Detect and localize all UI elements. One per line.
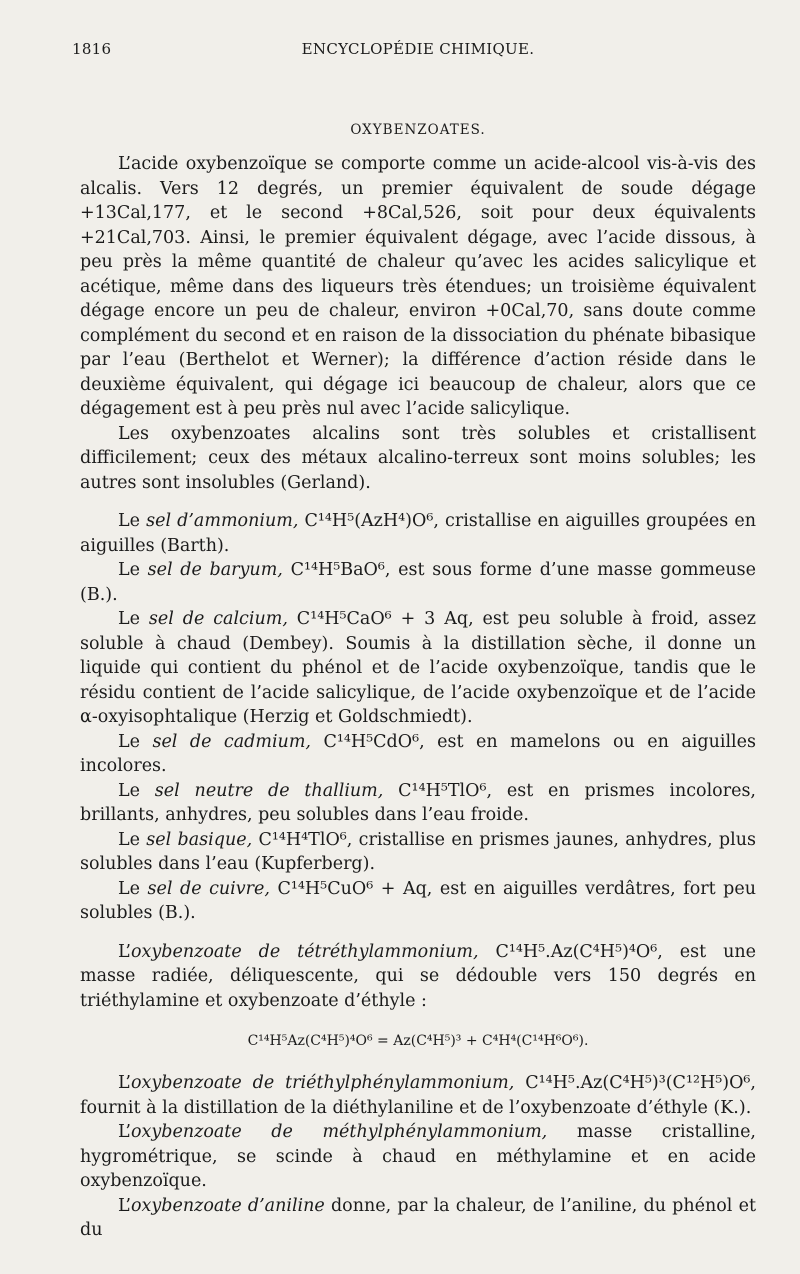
running-title: ENCYCLOPÉDIE CHIMIQUE. [301,40,535,58]
running-header [72,40,756,70]
paragraph-triethylphenylammonium: L’oxybenzoate de triéthylphénylammonium, C¹⁴H⁵.Az(C⁴H⁵)³(C¹²H⁵)O⁶, fournit à la distillation de la diéthylaniline et de l’oxybenzoate d’éthyle (K.). [80,1073,756,1118]
paragraph-methylphenylammonium: L’oxybenzoate de méthylphénylammonium, masse cristalline, hygrométrique, se scinde à chaud en méthylamine et en acide oxybenzoïque. [80,1122,756,1191]
page [72,40,757,1243]
section-title: OXYBENZOATES. [350,122,486,138]
paragraph-thallium-neutral-salt: Le sel neutre de thallium, C¹⁴H⁵TlO⁶, est en prismes incolores, brillants, anhydres, peu solubles dans l’eau froide. [80,780,756,825]
salt-name: sel de cuivre, [147,878,270,899]
salt-name: sel neutre de thallium, [154,780,384,801]
salt-name: sel de baryum, [147,560,283,580]
paragraph-copper-salt: Le sel de cuivre, C¹⁴H⁵CuO⁶ + Aq, est en aiguilles verdâtres, fort peu solubles (B.). [80,878,757,923]
paragraph-aniline-salt: L’oxybenzoate d’aniline donne, par la chaleur, de l’aniline, du phénol et du [80,1195,756,1240]
paragraph-barium-salt: Le sel de baryum, C¹⁴H⁵BaO⁶, est sous forme d’une masse gommeuse (B.). [80,560,756,605]
salt-name: sel basique, [146,829,253,850]
salt-name: sel de calcium, [148,609,288,629]
compound-name: oxybenzoate de triéthylphénylammonium, [131,1073,515,1093]
paragraph-solubility: Les oxybenzoates alcalins sont très solubles et cristallisent difficilement; ceux des métaux alcalino-terreux sont moins solubles; les autres sont insolubles (Gerland). [80,423,756,493]
paragraph-ammonium-salt: Le sel d’ammonium, C¹⁴H⁵(AzH⁴)O⁶, cristallise en aiguilles groupées en aiguilles (Barth). [80,511,757,556]
paragraph-calcium-salt: Le sel de calcium, C¹⁴H⁵CaO⁶ + 3 Aq, est peu soluble à froid, assez soluble à chaud (Dembey). Soumis à la distillation sèche, il donne un liquide qui contient du phénol et de l’acide oxybenzoïque, tandis que le résidu contient de l’acide salicylique, de l’acide oxybenzoïque et de l’acide α-oxyisophtalique (Herzig et Goldschmiedt). [80,609,756,727]
compound-name: oxybenzoate de tétréthylammonium, [131,941,479,962]
compound-name: oxybenzoate d’aniline [131,1195,325,1216]
paragraph-thermochemistry: L’acide oxybenzoïque se comporte comme un acide-alcool vis-à-vis des alcalis. Vers 12 degrés, un premier équivalent de soude dégage +13Cal,177, et le second +8Cal,526, soit pour deux équivalents +21Cal,703. Ainsi, le premier équivalent dégage, avec l’acide dissous, à peu près la même quantité de chaleur qu’avec les acides salicylique et acétique, même dans des liqueurs très étendues; un troisième équivalent dégage encore un peu de chaleur, environ +0Cal,70, sans doute comme complément du second et en raison de la dissociation du phénate bibasique par l’eau (Berthelot et Werner); la différence d’action réside dans le deuxième équivalent, qui dégage ici beaucoup de chaleur, alors que ce dégagement est à peu près nul avec l’acide salicylique. [80,154,756,419]
paragraph-tetraethylammonium: L’oxybenzoate de tétréthylammonium, C¹⁴H⁵.Az(C⁴H⁵)⁴O⁶, est une masse radiée, déliquescente, qui se dédouble vers 150 degrés en triéthylamine et oxybenzoate d’éthyle : [80,941,756,1011]
salt-name: sel de cadmium, [152,731,311,752]
reaction-equation: C¹⁴H⁵Az(C⁴H⁵)⁴O⁶ = Az(C⁴H⁵)³ + C⁴H⁴(C¹⁴H⁶O⁶). [247,1033,589,1049]
salt-name: sel d’ammonium, [146,511,299,531]
compound-name: oxybenzoate de méthylphénylammonium, [131,1122,548,1142]
paragraph-cadmium-salt: Le sel de cadmium, C¹⁴H⁵CdO⁶, est en mamelons ou en aiguilles incolores. [80,731,756,776]
paragraph-thallium-basic-salt: Le sel basique, C¹⁴H⁴TlO⁶, cristallise en prismes jaunes, anhydres, plus solubles dans l’eau (Kupferberg). [80,829,756,874]
page-number: 1816 [72,40,112,58]
